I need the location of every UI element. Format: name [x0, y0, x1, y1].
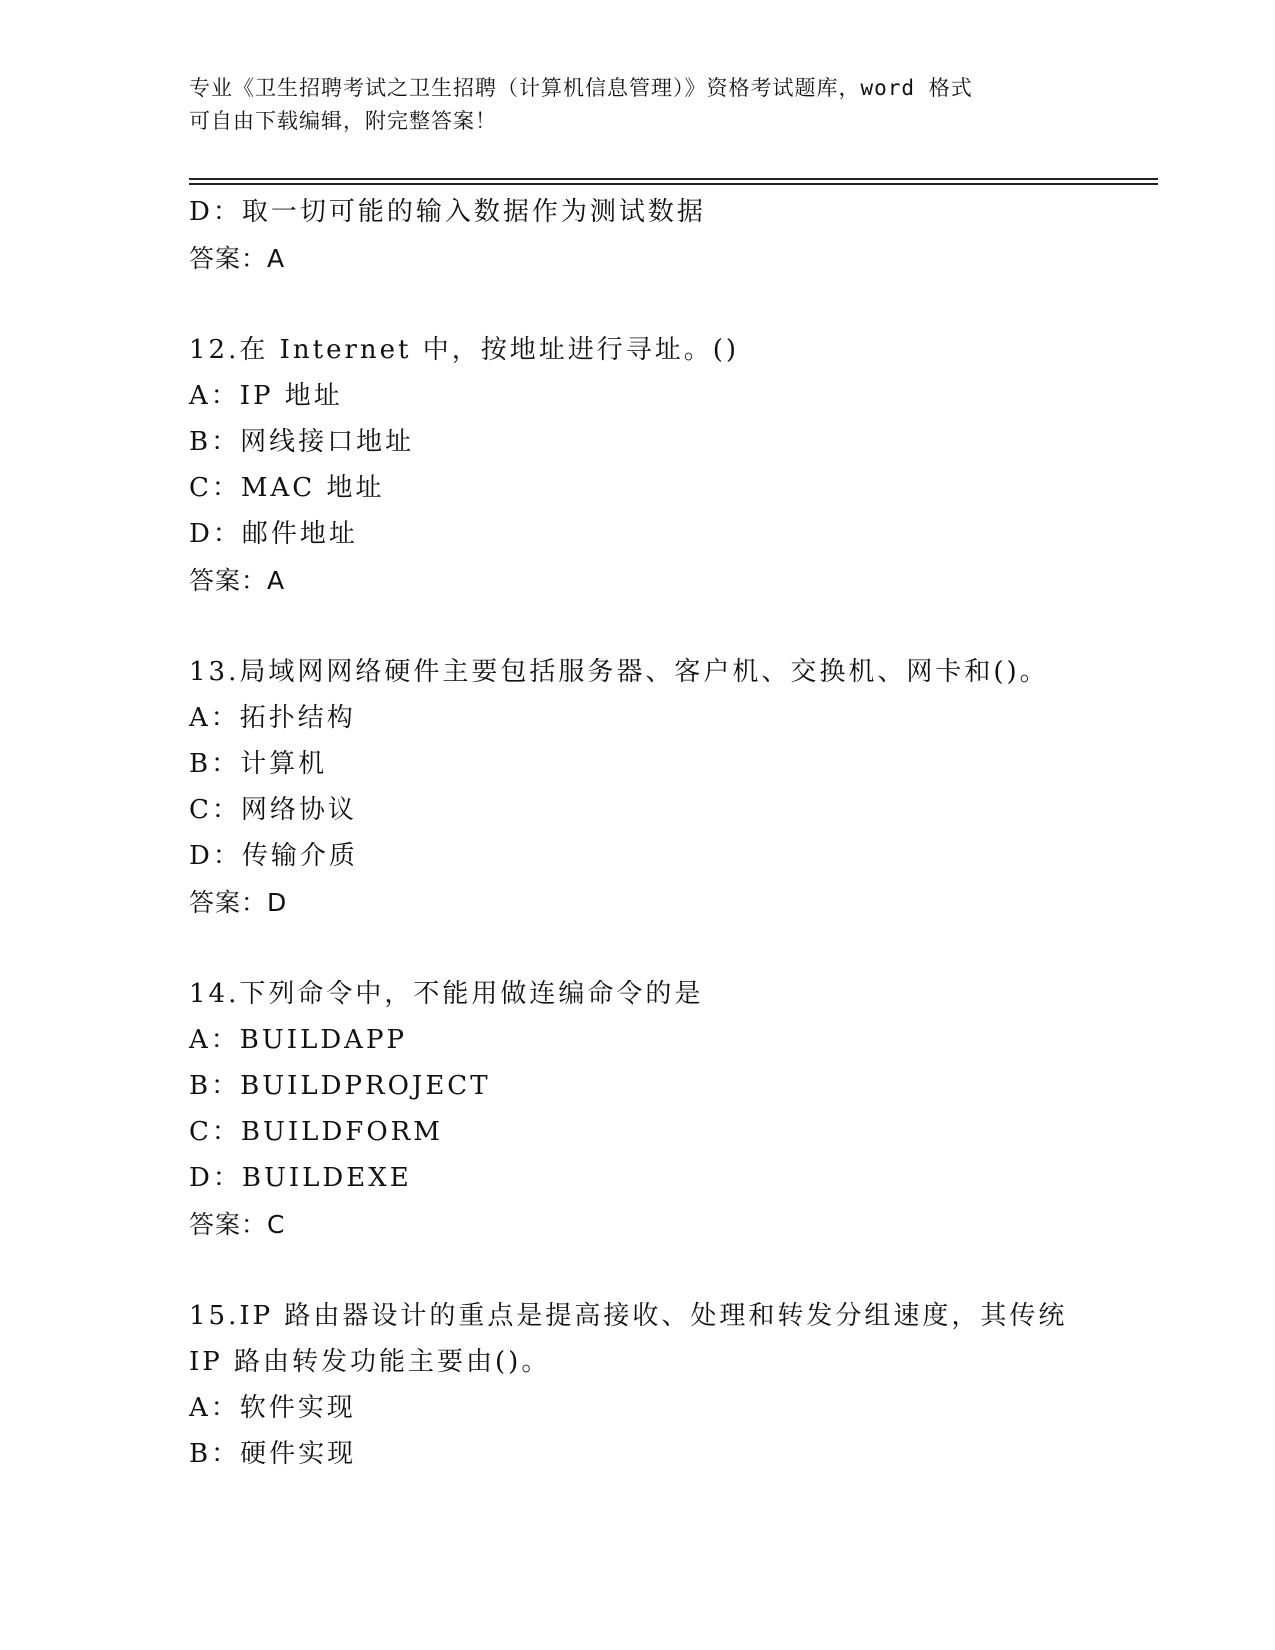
question-12-option-a: A：IP 地址 [189, 381, 343, 411]
question-15-stem-line-2: IP 路由转发功能主要由()。 [189, 1347, 551, 1377]
question-14-stem: 14.下列命令中，不能用做连编命令的是 [189, 979, 704, 1009]
question-14-option-d: D：BUILDEXE [189, 1163, 412, 1193]
header-divider-top [189, 178, 1158, 180]
question-12-option-d: D：邮件地址 [189, 519, 358, 549]
question-12-option-c: C：MAC 地址 [189, 473, 385, 503]
question-15-option-b: B：硬件实现 [189, 1439, 357, 1469]
question-13-option-a: A：拓扑结构 [189, 703, 356, 733]
question-14-option-a: A：BUILDAPP [189, 1025, 407, 1055]
document-header [189, 72, 1089, 138]
question-15-option-a: A：软件实现 [189, 1393, 356, 1423]
question-15-stem-line-1: 15.IP 路由器设计的重点是提高接收、处理和转发分组速度，其传统 [189, 1301, 1068, 1331]
question-13-answer: 答案：D [189, 888, 288, 917]
question-14-option-b: B：BUILDPROJECT [189, 1071, 491, 1101]
question-13-option-b: B：计算机 [189, 749, 328, 779]
header-line-2: 可自由下载编辑，附完整答案！ [189, 109, 497, 133]
question-13-stem: 13.局域网网络硬件主要包括服务器、客户机、交换机、网卡和()。 [189, 657, 1049, 687]
header-divider-bottom [189, 183, 1158, 185]
question-14-answer: 答案：C [189, 1210, 286, 1239]
question-13-option-d: D：传输介质 [189, 841, 358, 871]
question-13-option-c: C：网络协议 [189, 795, 357, 825]
question-12-stem: 12.在 Internet 中，按地址进行寻址。() [189, 335, 740, 365]
question-12-option-b: B：网线接口地址 [189, 427, 415, 457]
question-12-answer: 答案：A [189, 566, 286, 595]
prev-answer: 答案：A [189, 244, 286, 273]
prev-option-d: D：取一切可能的输入数据作为测试数据 [189, 197, 706, 227]
question-14-option-c: C：BUILDFORM [189, 1117, 443, 1147]
header-line-1: 专业《卫生招聘考试之卫生招聘（计算机信息管理）》资格考试题库，word 格式 [189, 76, 973, 100]
